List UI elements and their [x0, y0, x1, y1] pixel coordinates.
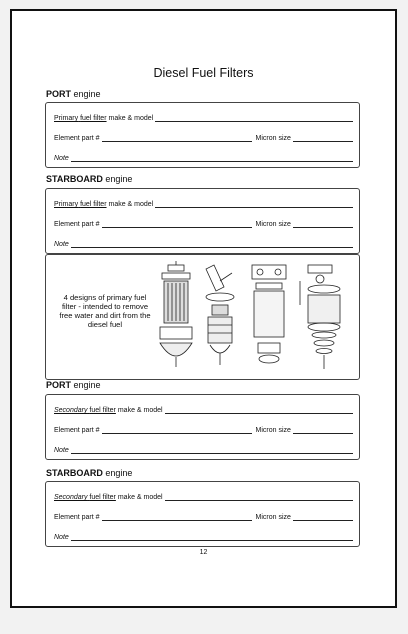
element-part-label: Element part # — [54, 514, 100, 521]
element-part-field[interactable] — [102, 219, 252, 228]
filter-drawing-1 — [160, 261, 192, 367]
note-row — [54, 530, 353, 541]
make-model-label: Secondary fuel filter make & model — [54, 407, 163, 414]
micron-size-label: Micron size — [255, 135, 291, 142]
element-part-label: Element part # — [54, 427, 100, 434]
engine-suffix: engine — [73, 89, 101, 99]
make-model-row — [54, 490, 353, 501]
note-field[interactable] — [71, 153, 353, 162]
note-field[interactable] — [71, 532, 353, 541]
make-model-row — [54, 403, 353, 414]
engine-suffix: engine — [105, 174, 133, 184]
micron-size-field[interactable] — [293, 219, 353, 228]
make-model-field[interactable] — [165, 492, 353, 501]
micron-size-label: Micron size — [255, 514, 291, 521]
element-part-field[interactable] — [102, 133, 252, 142]
make-model-label: Secondary fuel filter make & model — [54, 494, 163, 501]
engine-name: PORT — [46, 380, 72, 390]
document-page — [10, 9, 397, 608]
engine-name: PORT — [46, 89, 72, 99]
make-model-label: Primary fuel filter make & model — [54, 115, 154, 122]
element-part-label: Element part # — [54, 135, 100, 142]
form-box-starboard-primary — [45, 188, 360, 254]
note-row — [54, 443, 353, 454]
note-label: Note — [54, 534, 69, 541]
micron-size-label: Micron size — [255, 427, 291, 434]
engine-name: STARBOARD — [46, 174, 103, 184]
micron-size-field[interactable] — [293, 425, 353, 434]
page-number: 12 — [199, 549, 208, 556]
note-field[interactable] — [71, 445, 353, 454]
engine-suffix: engine — [105, 468, 133, 478]
make-model-field[interactable] — [165, 405, 353, 414]
element-row — [54, 510, 353, 521]
micron-size-field[interactable] — [293, 133, 353, 142]
element-row — [54, 423, 353, 434]
note-label: Note — [54, 241, 69, 248]
page-title: Diesel Fuel Filters — [153, 66, 254, 80]
element-part-label: Element part # — [54, 221, 100, 228]
filter-drawing-3 — [252, 265, 286, 363]
element-row — [54, 131, 353, 142]
form-box-starboard-secondary — [45, 481, 360, 547]
illustration-caption: 4 designs of primary fuel filter - intended to remove free water and dirt from the diesel fuel — [59, 293, 151, 329]
section-label-port-primary — [46, 89, 101, 99]
make-model-field[interactable] — [155, 113, 353, 122]
engine-name: STARBOARD — [46, 468, 103, 478]
note-label: Note — [54, 155, 69, 162]
section-label-starboard-secondary — [46, 468, 132, 478]
section-label-starboard-primary — [46, 174, 132, 184]
make-model-row — [54, 197, 353, 208]
form-box-port-primary — [45, 102, 360, 168]
section-label-port-secondary — [46, 380, 101, 390]
note-row — [54, 237, 353, 248]
fuel-filter-drawings — [156, 261, 354, 375]
element-part-field[interactable] — [102, 512, 252, 521]
element-part-field[interactable] — [102, 425, 252, 434]
engine-suffix: engine — [73, 380, 101, 390]
fuel-filter-illustration-panel — [45, 254, 360, 380]
filter-drawing-4 — [300, 265, 340, 369]
make-model-row — [54, 111, 353, 122]
element-row — [54, 217, 353, 228]
form-box-port-secondary — [45, 394, 360, 460]
make-model-field[interactable] — [155, 199, 353, 208]
micron-size-field[interactable] — [293, 512, 353, 521]
make-model-label: Primary fuel filter make & model — [54, 201, 154, 208]
note-field[interactable] — [71, 239, 353, 248]
filter-drawing-2 — [206, 265, 234, 365]
micron-size-label: Micron size — [255, 221, 291, 228]
note-label: Note — [54, 447, 69, 454]
note-row — [54, 151, 353, 162]
